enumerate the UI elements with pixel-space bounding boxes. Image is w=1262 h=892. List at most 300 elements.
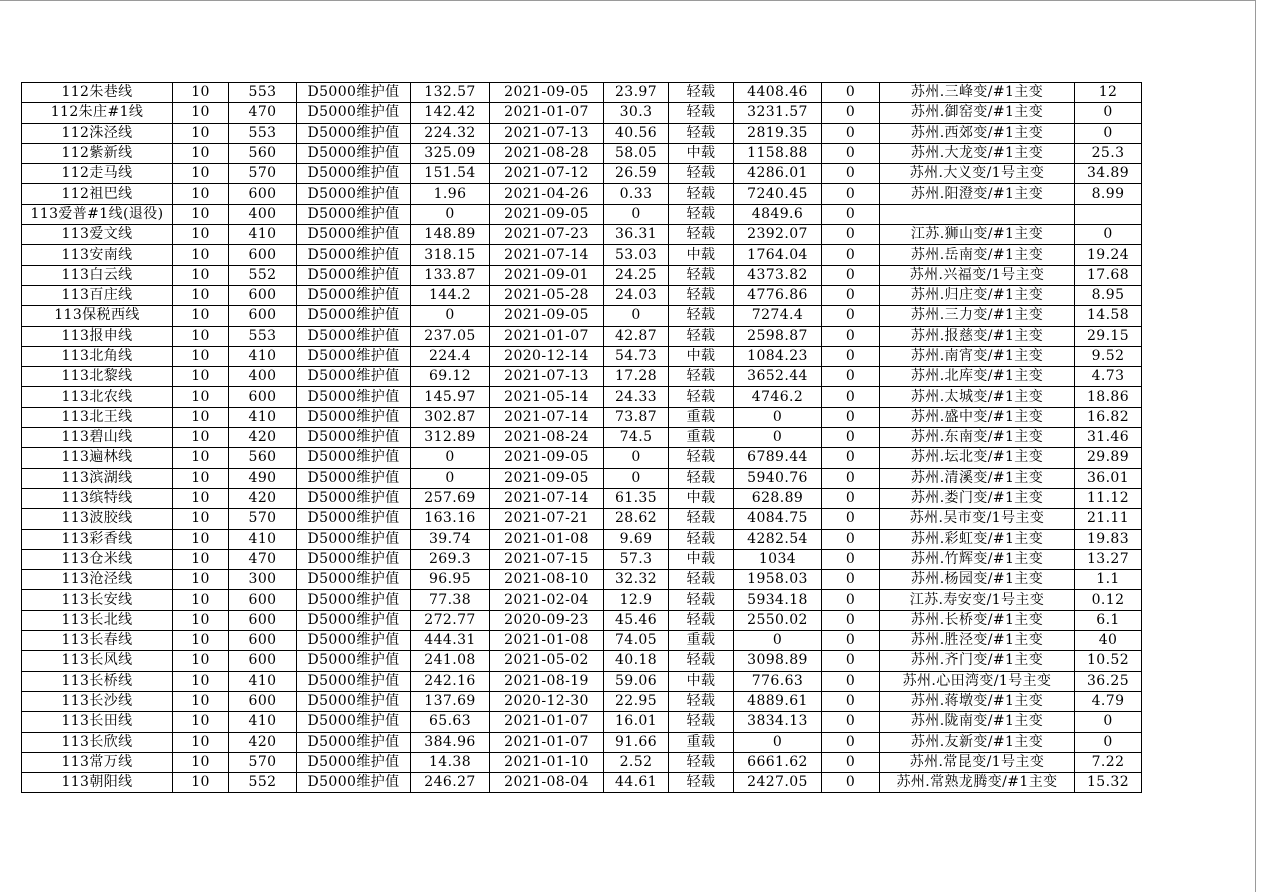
cell-feeder-name: 113缤特线 bbox=[22, 488, 173, 508]
cell-data-source: D5000维护值 bbox=[297, 245, 411, 265]
cell-transformer-value: 11.12 bbox=[1075, 488, 1142, 508]
cell-spare-capacity: 2427.05 bbox=[734, 773, 822, 793]
cell-voltage: 10 bbox=[173, 732, 229, 752]
table-row bbox=[22, 164, 1142, 184]
table-row bbox=[22, 752, 1142, 772]
cell-main-transformer: 苏州.胜泾变/#1主变 bbox=[880, 631, 1075, 651]
table-row bbox=[22, 509, 1142, 529]
cell-rated-value: 410 bbox=[229, 529, 297, 549]
cell-zero-value: 0 bbox=[822, 549, 880, 569]
cell-data-source: D5000维护值 bbox=[297, 225, 411, 245]
cell-transformer-value: 29.15 bbox=[1075, 326, 1142, 346]
cell-feeder-name: 113仓米线 bbox=[22, 549, 173, 569]
cell-spare-capacity: 3652.44 bbox=[734, 367, 822, 387]
cell-feeder-name: 113长安线 bbox=[22, 590, 173, 610]
cell-feeder-name: 113长欣线 bbox=[22, 732, 173, 752]
table-row bbox=[22, 387, 1142, 407]
cell-rated-value: 553 bbox=[229, 123, 297, 143]
cell-voltage: 10 bbox=[173, 306, 229, 326]
cell-feeder-name: 113波胶线 bbox=[22, 509, 173, 529]
cell-main-transformer: 江苏.寿安变/1号主变 bbox=[880, 590, 1075, 610]
cell-voltage: 10 bbox=[173, 549, 229, 569]
cell-transformer-value: 40 bbox=[1075, 631, 1142, 651]
cell-transformer-value: 0 bbox=[1075, 225, 1142, 245]
cell-zero-value: 0 bbox=[822, 509, 880, 529]
cell-load-rate: 0 bbox=[604, 448, 669, 468]
cell-transformer-value: 29.89 bbox=[1075, 448, 1142, 468]
cell-rated-value: 400 bbox=[229, 204, 297, 224]
cell-voltage: 10 bbox=[173, 671, 229, 691]
cell-load-status: 轻载 bbox=[669, 712, 734, 732]
feeder-load-table bbox=[21, 82, 1142, 793]
cell-voltage: 10 bbox=[173, 83, 229, 103]
cell-voltage: 10 bbox=[173, 529, 229, 549]
cell-spare-capacity: 1764.04 bbox=[734, 245, 822, 265]
cell-feeder-name: 113白云线 bbox=[22, 265, 173, 285]
cell-zero-value: 0 bbox=[822, 285, 880, 305]
cell-date: 2021-01-10 bbox=[490, 752, 604, 772]
cell-rated-value: 410 bbox=[229, 225, 297, 245]
cell-voltage: 10 bbox=[173, 367, 229, 387]
cell-load-rate: 57.3 bbox=[604, 549, 669, 569]
cell-data-source: D5000维护值 bbox=[297, 631, 411, 651]
cell-main-transformer: 苏州.娄门变/#1主变 bbox=[880, 488, 1075, 508]
cell-load-status: 轻载 bbox=[669, 590, 734, 610]
cell-voltage: 10 bbox=[173, 773, 229, 793]
cell-load-status: 轻载 bbox=[669, 103, 734, 123]
table-row bbox=[22, 184, 1142, 204]
cell-rated-value: 570 bbox=[229, 752, 297, 772]
cell-data-source: D5000维护值 bbox=[297, 529, 411, 549]
cell-date: 2021-07-12 bbox=[490, 164, 604, 184]
cell-peak-value: 444.31 bbox=[411, 631, 490, 651]
cell-peak-value: 144.2 bbox=[411, 285, 490, 305]
cell-load-status: 轻载 bbox=[669, 529, 734, 549]
cell-rated-value: 410 bbox=[229, 346, 297, 366]
cell-zero-value: 0 bbox=[822, 468, 880, 488]
cell-spare-capacity: 1084.23 bbox=[734, 346, 822, 366]
cell-load-rate: 2.52 bbox=[604, 752, 669, 772]
cell-load-status: 轻载 bbox=[669, 285, 734, 305]
cell-load-rate: 40.18 bbox=[604, 651, 669, 671]
cell-transformer-value: 17.68 bbox=[1075, 265, 1142, 285]
cell-load-status: 轻载 bbox=[669, 367, 734, 387]
cell-data-source: D5000维护值 bbox=[297, 488, 411, 508]
cell-date: 2021-08-10 bbox=[490, 570, 604, 590]
cell-zero-value: 0 bbox=[822, 265, 880, 285]
cell-peak-value: 69.12 bbox=[411, 367, 490, 387]
cell-load-status: 轻载 bbox=[669, 83, 734, 103]
cell-voltage: 10 bbox=[173, 407, 229, 427]
cell-voltage: 10 bbox=[173, 285, 229, 305]
cell-main-transformer: 江苏.狮山变/#1主变 bbox=[880, 225, 1075, 245]
cell-main-transformer: 苏州.坛北变/#1主变 bbox=[880, 448, 1075, 468]
table-row bbox=[22, 529, 1142, 549]
cell-zero-value: 0 bbox=[822, 488, 880, 508]
table-row bbox=[22, 83, 1142, 103]
cell-zero-value: 0 bbox=[822, 407, 880, 427]
cell-load-status: 轻载 bbox=[669, 265, 734, 285]
cell-rated-value: 553 bbox=[229, 83, 297, 103]
cell-rated-value: 600 bbox=[229, 306, 297, 326]
cell-transformer-value: 19.83 bbox=[1075, 529, 1142, 549]
cell-load-rate: 0 bbox=[604, 204, 669, 224]
cell-date: 2021-09-01 bbox=[490, 265, 604, 285]
cell-date: 2021-07-14 bbox=[490, 407, 604, 427]
cell-date: 2021-07-14 bbox=[490, 488, 604, 508]
cell-voltage: 10 bbox=[173, 225, 229, 245]
cell-voltage: 10 bbox=[173, 651, 229, 671]
table-row bbox=[22, 448, 1142, 468]
cell-transformer-value bbox=[1075, 204, 1142, 224]
cell-transformer-value: 15.32 bbox=[1075, 773, 1142, 793]
cell-transformer-value: 0 bbox=[1075, 712, 1142, 732]
cell-load-status: 中载 bbox=[669, 346, 734, 366]
cell-feeder-name: 113北角线 bbox=[22, 346, 173, 366]
table-row bbox=[22, 468, 1142, 488]
cell-load-status: 轻载 bbox=[669, 164, 734, 184]
cell-transformer-value: 21.11 bbox=[1075, 509, 1142, 529]
table-row bbox=[22, 143, 1142, 163]
cell-main-transformer: 苏州.大义变/1号主变 bbox=[880, 164, 1075, 184]
cell-spare-capacity: 3231.57 bbox=[734, 103, 822, 123]
cell-load-rate: 53.03 bbox=[604, 245, 669, 265]
cell-voltage: 10 bbox=[173, 610, 229, 630]
cell-data-source: D5000维护值 bbox=[297, 184, 411, 204]
cell-data-source: D5000维护值 bbox=[297, 752, 411, 772]
cell-spare-capacity: 0 bbox=[734, 631, 822, 651]
cell-feeder-name: 112走马线 bbox=[22, 164, 173, 184]
cell-date: 2021-01-07 bbox=[490, 732, 604, 752]
table-row bbox=[22, 103, 1142, 123]
cell-date: 2021-05-14 bbox=[490, 387, 604, 407]
cell-transformer-value: 7.22 bbox=[1075, 752, 1142, 772]
cell-data-source: D5000维护值 bbox=[297, 509, 411, 529]
cell-transformer-value: 9.52 bbox=[1075, 346, 1142, 366]
cell-date: 2021-04-26 bbox=[490, 184, 604, 204]
cell-feeder-name: 113长田线 bbox=[22, 712, 173, 732]
cell-spare-capacity: 1158.88 bbox=[734, 143, 822, 163]
cell-peak-value: 142.42 bbox=[411, 103, 490, 123]
cell-voltage: 10 bbox=[173, 631, 229, 651]
cell-spare-capacity: 4286.01 bbox=[734, 164, 822, 184]
cell-zero-value: 0 bbox=[822, 164, 880, 184]
cell-transformer-value: 14.58 bbox=[1075, 306, 1142, 326]
cell-load-status: 轻载 bbox=[669, 123, 734, 143]
cell-load-status: 中载 bbox=[669, 549, 734, 569]
cell-zero-value: 0 bbox=[822, 184, 880, 204]
cell-zero-value: 0 bbox=[822, 691, 880, 711]
cell-data-source: D5000维护值 bbox=[297, 712, 411, 732]
cell-data-source: D5000维护值 bbox=[297, 448, 411, 468]
cell-peak-value: 302.87 bbox=[411, 407, 490, 427]
table-row bbox=[22, 691, 1142, 711]
cell-transformer-value: 25.3 bbox=[1075, 143, 1142, 163]
cell-load-rate: 42.87 bbox=[604, 326, 669, 346]
cell-load-rate: 23.97 bbox=[604, 83, 669, 103]
cell-load-status: 中载 bbox=[669, 245, 734, 265]
cell-voltage: 10 bbox=[173, 428, 229, 448]
cell-load-rate: 54.73 bbox=[604, 346, 669, 366]
cell-load-rate: 0 bbox=[604, 468, 669, 488]
cell-peak-value: 237.05 bbox=[411, 326, 490, 346]
cell-feeder-name: 113安南线 bbox=[22, 245, 173, 265]
cell-rated-value: 490 bbox=[229, 468, 297, 488]
cell-rated-value: 470 bbox=[229, 549, 297, 569]
cell-transformer-value: 13.27 bbox=[1075, 549, 1142, 569]
cell-date: 2021-07-21 bbox=[490, 509, 604, 529]
cell-voltage: 10 bbox=[173, 123, 229, 143]
cell-zero-value: 0 bbox=[822, 428, 880, 448]
cell-voltage: 10 bbox=[173, 265, 229, 285]
cell-spare-capacity: 0 bbox=[734, 732, 822, 752]
table-row bbox=[22, 773, 1142, 793]
table-row bbox=[22, 225, 1142, 245]
cell-date: 2021-01-08 bbox=[490, 529, 604, 549]
cell-data-source: D5000维护值 bbox=[297, 590, 411, 610]
cell-main-transformer: 苏州.岳南变/#1主变 bbox=[880, 245, 1075, 265]
table-row bbox=[22, 428, 1142, 448]
cell-peak-value: 384.96 bbox=[411, 732, 490, 752]
cell-peak-value: 39.74 bbox=[411, 529, 490, 549]
cell-data-source: D5000维护值 bbox=[297, 773, 411, 793]
cell-peak-value: 224.32 bbox=[411, 123, 490, 143]
cell-feeder-name: 113彩香线 bbox=[22, 529, 173, 549]
cell-zero-value: 0 bbox=[822, 204, 880, 224]
cell-data-source: D5000维护值 bbox=[297, 346, 411, 366]
cell-date: 2020-12-30 bbox=[490, 691, 604, 711]
cell-transformer-value: 36.01 bbox=[1075, 468, 1142, 488]
cell-voltage: 10 bbox=[173, 488, 229, 508]
cell-feeder-name: 112朱庄#1线 bbox=[22, 103, 173, 123]
cell-zero-value: 0 bbox=[822, 225, 880, 245]
cell-data-source: D5000维护值 bbox=[297, 103, 411, 123]
cell-voltage: 10 bbox=[173, 691, 229, 711]
cell-load-rate: 16.01 bbox=[604, 712, 669, 732]
cell-rated-value: 470 bbox=[229, 103, 297, 123]
cell-transformer-value: 1.1 bbox=[1075, 570, 1142, 590]
table-row bbox=[22, 651, 1142, 671]
cell-main-transformer: 苏州.常昆变/1号主变 bbox=[880, 752, 1075, 772]
cell-peak-value: 246.27 bbox=[411, 773, 490, 793]
cell-main-transformer: 苏州.归庄变/#1主变 bbox=[880, 285, 1075, 305]
cell-zero-value: 0 bbox=[822, 103, 880, 123]
table-row bbox=[22, 631, 1142, 651]
cell-main-transformer: 苏州.蒋墩变/#1主变 bbox=[880, 691, 1075, 711]
cell-date: 2020-09-23 bbox=[490, 610, 604, 630]
cell-spare-capacity: 3834.13 bbox=[734, 712, 822, 732]
cell-zero-value: 0 bbox=[822, 306, 880, 326]
cell-peak-value: 77.38 bbox=[411, 590, 490, 610]
cell-zero-value: 0 bbox=[822, 590, 880, 610]
cell-data-source: D5000维护值 bbox=[297, 732, 411, 752]
cell-load-rate: 0 bbox=[604, 306, 669, 326]
cell-rated-value: 410 bbox=[229, 671, 297, 691]
cell-load-rate: 40.56 bbox=[604, 123, 669, 143]
cell-main-transformer bbox=[880, 204, 1075, 224]
cell-feeder-name: 113北黎线 bbox=[22, 367, 173, 387]
cell-zero-value: 0 bbox=[822, 387, 880, 407]
cell-rated-value: 570 bbox=[229, 164, 297, 184]
cell-main-transformer: 苏州.南宵变/#1主变 bbox=[880, 346, 1075, 366]
cell-peak-value: 96.95 bbox=[411, 570, 490, 590]
cell-peak-value: 132.57 bbox=[411, 83, 490, 103]
cell-rated-value: 552 bbox=[229, 265, 297, 285]
cell-spare-capacity: 2819.35 bbox=[734, 123, 822, 143]
cell-spare-capacity: 2550.02 bbox=[734, 610, 822, 630]
cell-load-rate: 17.28 bbox=[604, 367, 669, 387]
cell-data-source: D5000维护值 bbox=[297, 306, 411, 326]
cell-load-rate: 30.3 bbox=[604, 103, 669, 123]
cell-load-status: 轻载 bbox=[669, 225, 734, 245]
cell-rated-value: 560 bbox=[229, 143, 297, 163]
cell-main-transformer: 苏州.报慈变/#1主变 bbox=[880, 326, 1075, 346]
cell-spare-capacity: 6789.44 bbox=[734, 448, 822, 468]
cell-rated-value: 420 bbox=[229, 732, 297, 752]
cell-feeder-name: 113遍林线 bbox=[22, 448, 173, 468]
table-row bbox=[22, 204, 1142, 224]
cell-rated-value: 600 bbox=[229, 387, 297, 407]
cell-load-status: 轻载 bbox=[669, 184, 734, 204]
table-row bbox=[22, 306, 1142, 326]
cell-zero-value: 0 bbox=[822, 610, 880, 630]
cell-spare-capacity: 4084.75 bbox=[734, 509, 822, 529]
cell-date: 2021-01-08 bbox=[490, 631, 604, 651]
cell-voltage: 10 bbox=[173, 387, 229, 407]
cell-spare-capacity: 3098.89 bbox=[734, 651, 822, 671]
cell-data-source: D5000维护值 bbox=[297, 691, 411, 711]
cell-zero-value: 0 bbox=[822, 712, 880, 732]
cell-load-rate: 74.05 bbox=[604, 631, 669, 651]
cell-rated-value: 300 bbox=[229, 570, 297, 590]
cell-feeder-name: 113北农线 bbox=[22, 387, 173, 407]
cell-data-source: D5000维护值 bbox=[297, 285, 411, 305]
cell-main-transformer: 苏州.西郊变/#1主变 bbox=[880, 123, 1075, 143]
cell-spare-capacity: 4889.61 bbox=[734, 691, 822, 711]
cell-spare-capacity: 2392.07 bbox=[734, 225, 822, 245]
cell-peak-value: 14.38 bbox=[411, 752, 490, 772]
cell-voltage: 10 bbox=[173, 468, 229, 488]
cell-data-source: D5000维护值 bbox=[297, 651, 411, 671]
cell-data-source: D5000维护值 bbox=[297, 407, 411, 427]
cell-zero-value: 0 bbox=[822, 245, 880, 265]
cell-voltage: 10 bbox=[173, 509, 229, 529]
cell-transformer-value: 0 bbox=[1075, 732, 1142, 752]
cell-load-rate: 24.25 bbox=[604, 265, 669, 285]
cell-load-rate: 73.87 bbox=[604, 407, 669, 427]
cell-load-status: 轻载 bbox=[669, 752, 734, 772]
cell-voltage: 10 bbox=[173, 326, 229, 346]
table-body bbox=[22, 83, 1142, 793]
cell-zero-value: 0 bbox=[822, 123, 880, 143]
cell-transformer-value: 19.24 bbox=[1075, 245, 1142, 265]
cell-load-status: 重载 bbox=[669, 631, 734, 651]
cell-date: 2021-09-05 bbox=[490, 204, 604, 224]
cell-data-source: D5000维护值 bbox=[297, 204, 411, 224]
cell-peak-value: 318.15 bbox=[411, 245, 490, 265]
cell-load-rate: 74.5 bbox=[604, 428, 669, 448]
cell-transformer-value: 18.86 bbox=[1075, 387, 1142, 407]
cell-zero-value: 0 bbox=[822, 773, 880, 793]
cell-rated-value: 560 bbox=[229, 448, 297, 468]
cell-spare-capacity: 5940.76 bbox=[734, 468, 822, 488]
cell-spare-capacity: 0 bbox=[734, 407, 822, 427]
table-row bbox=[22, 549, 1142, 569]
cell-peak-value: 163.16 bbox=[411, 509, 490, 529]
cell-load-rate: 12.9 bbox=[604, 590, 669, 610]
cell-peak-value: 133.87 bbox=[411, 265, 490, 285]
cell-feeder-name: 112朱巷线 bbox=[22, 83, 173, 103]
cell-date: 2021-08-24 bbox=[490, 428, 604, 448]
cell-main-transformer: 苏州.长桥变/#1主变 bbox=[880, 610, 1075, 630]
cell-main-transformer: 苏州.三峰变/#1主变 bbox=[880, 83, 1075, 103]
cell-data-source: D5000维护值 bbox=[297, 326, 411, 346]
cell-load-status: 轻载 bbox=[669, 448, 734, 468]
cell-feeder-name: 113长风线 bbox=[22, 651, 173, 671]
cell-spare-capacity: 1034 bbox=[734, 549, 822, 569]
cell-main-transformer: 苏州.吴市变/1号主变 bbox=[880, 509, 1075, 529]
table-row bbox=[22, 265, 1142, 285]
cell-peak-value: 151.54 bbox=[411, 164, 490, 184]
table-row bbox=[22, 245, 1142, 265]
cell-zero-value: 0 bbox=[822, 631, 880, 651]
cell-main-transformer: 苏州.太城变/#1主变 bbox=[880, 387, 1075, 407]
cell-peak-value: 0 bbox=[411, 204, 490, 224]
cell-voltage: 10 bbox=[173, 590, 229, 610]
cell-feeder-name: 113长春线 bbox=[22, 631, 173, 651]
cell-spare-capacity: 5934.18 bbox=[734, 590, 822, 610]
cell-rated-value: 600 bbox=[229, 651, 297, 671]
cell-transformer-value: 8.99 bbox=[1075, 184, 1142, 204]
cell-spare-capacity: 628.89 bbox=[734, 488, 822, 508]
cell-voltage: 10 bbox=[173, 143, 229, 163]
cell-rated-value: 420 bbox=[229, 428, 297, 448]
cell-spare-capacity: 4776.86 bbox=[734, 285, 822, 305]
cell-load-status: 轻载 bbox=[669, 387, 734, 407]
cell-zero-value: 0 bbox=[822, 651, 880, 671]
cell-data-source: D5000维护值 bbox=[297, 265, 411, 285]
cell-peak-value: 242.16 bbox=[411, 671, 490, 691]
cell-rated-value: 420 bbox=[229, 488, 297, 508]
cell-main-transformer: 苏州.阳澄变/#1主变 bbox=[880, 184, 1075, 204]
cell-transformer-value: 8.95 bbox=[1075, 285, 1142, 305]
cell-peak-value: 272.77 bbox=[411, 610, 490, 630]
cell-load-rate: 32.32 bbox=[604, 570, 669, 590]
cell-load-rate: 91.66 bbox=[604, 732, 669, 752]
cell-transformer-value: 36.25 bbox=[1075, 671, 1142, 691]
cell-data-source: D5000维护值 bbox=[297, 468, 411, 488]
cell-data-source: D5000维护值 bbox=[297, 671, 411, 691]
cell-voltage: 10 bbox=[173, 164, 229, 184]
cell-main-transformer: 苏州.大龙变/#1主变 bbox=[880, 143, 1075, 163]
cell-data-source: D5000维护值 bbox=[297, 549, 411, 569]
cell-data-source: D5000维护值 bbox=[297, 143, 411, 163]
cell-spare-capacity: 4282.54 bbox=[734, 529, 822, 549]
cell-load-rate: 45.46 bbox=[604, 610, 669, 630]
cell-transformer-value: 6.1 bbox=[1075, 610, 1142, 630]
cell-peak-value: 137.69 bbox=[411, 691, 490, 711]
table-row bbox=[22, 488, 1142, 508]
cell-peak-value: 145.97 bbox=[411, 387, 490, 407]
cell-voltage: 10 bbox=[173, 184, 229, 204]
table-row bbox=[22, 590, 1142, 610]
cell-peak-value: 1.96 bbox=[411, 184, 490, 204]
cell-date: 2021-02-04 bbox=[490, 590, 604, 610]
cell-zero-value: 0 bbox=[822, 143, 880, 163]
cell-transformer-value: 12 bbox=[1075, 83, 1142, 103]
cell-spare-capacity: 6661.62 bbox=[734, 752, 822, 772]
cell-date: 2021-01-07 bbox=[490, 712, 604, 732]
